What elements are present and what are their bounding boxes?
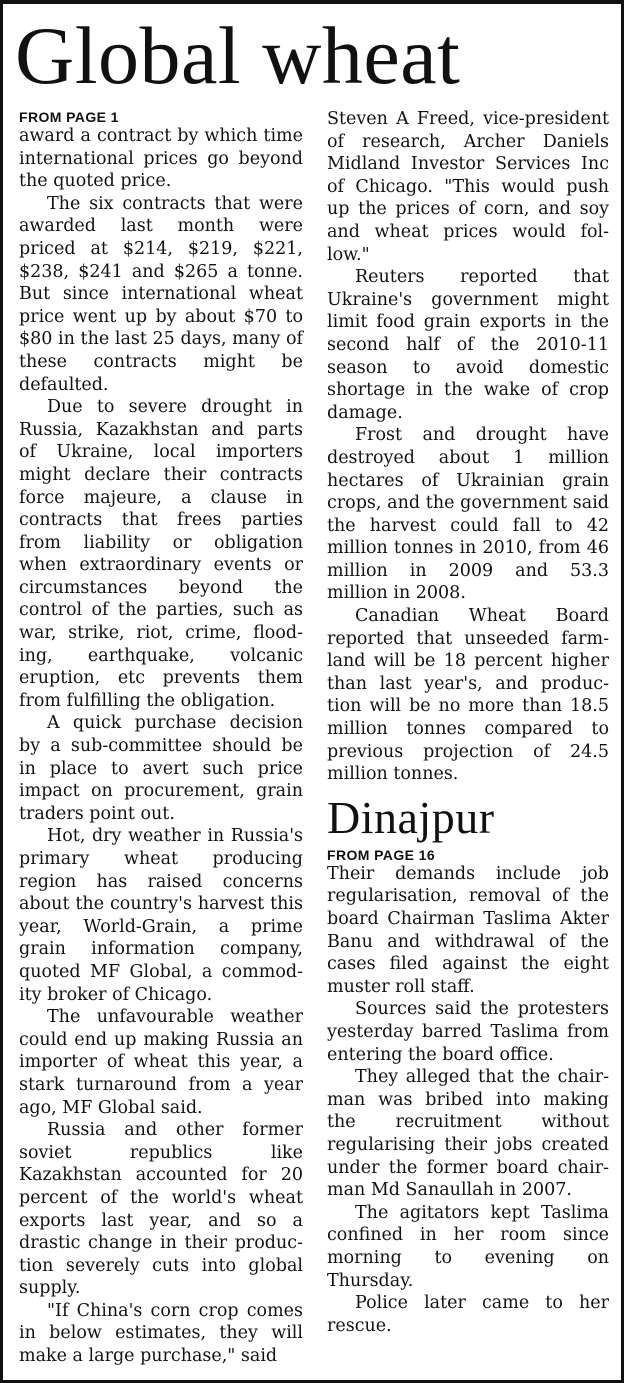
column-right: [327, 108, 609, 1337]
paragraph: They alleged that the chairman was bribed into making the recruitment without regularising their jobs created under the former board chairman Md Sanaullah in 2007.: [327, 1067, 609, 1201]
paragraph: A quick purchase decision by a sub-committee should be in place to avert such price impact on procurement, grain traders point out.: [19, 713, 303, 824]
paragraph: Police later came to her rescue.: [327, 1293, 609, 1336]
top-rule: [3, 0, 621, 4]
paragraph: "If China's corn crop comes in below estimates, they will make a large purchase," said: [19, 1300, 303, 1367]
column-left: [19, 108, 303, 1368]
paragraph: The unfavourable weather could end up making Russia an importer of wheat this year, a stark turnaround from a year ago, MF Global said.: [19, 1007, 303, 1118]
kicker-from-page-1: FROM PAGE 1: [19, 109, 119, 125]
paragraph: award a contract by which time international prices go beyond the quoted price.: [19, 126, 303, 192]
paragraph: Sources said the protesters yesterday barred Taslima from entering the board office.: [327, 999, 609, 1065]
kicker-from-page-16: FROM PAGE 16: [327, 846, 436, 863]
paragraph: Due to severe drought in Russia, Kazakhstan and parts of Ukraine, local importers might declare their contracts force majeure, a clause in contracts that frees parties from liability or obligation when extraordinary events or circumstances beyond the control of the parties, such as war, strike, riot, crime, flooding, earthquake, volcanic eruption, etc prevents them from fulfilling the obligation.: [19, 397, 303, 711]
paragraph: Russia and other former soviet republics like Kazakhstan accounted for 20 percent of the world's wheat exports last year, and so a drastic change in their production severely cuts into global supply.: [19, 1120, 303, 1299]
paragraph: Hot, dry weather in Russia's primary wheat producing region has raised concerns about the country's harvest this year, World-Grain, a prime grain information company, quoted MF Global, a commodity broker of Chicago.: [19, 826, 303, 1005]
subhead-dinajpur: Dinajpur: [327, 791, 495, 843]
paragraph: Canadian Wheat Board reported that unseeded farmland will be 18 percent higher than last year's, and production will be no more than 18.5 million tonnes compared to previous projection of 24.5 million tonnes.: [327, 606, 609, 785]
paragraph: Steven A Freed, vice-president of research, Archer Daniels Midland Investor Services Inc of Chicago. "This would push up the prices of corn, and soy and wheat prices would follow.": [327, 109, 609, 265]
paragraph: The agitators kept Taslima confined in her room since morning to evening on Thursday.: [327, 1202, 609, 1291]
paragraph: Reuters reported that Ukraine's government might limit food grain exports in the second half of the 2010-11 season to avoid domestic shortage in the wake of crop damage.: [327, 267, 609, 423]
paragraph: Frost and drought have destroyed about 1 million hectares of Ukrainian grain crops, and the government said the harvest could fall to 42 million tonnes in 2010, from 46 million in 2009 and 53.3 million in 2008.: [327, 425, 609, 604]
headline: Global wheat: [15, 10, 461, 101]
paragraph: The six contracts that were awarded last month were priced at $214, $219, $221, $238, $241 and $265 a tonne. But since international wheat price went up by about $70 to $80 in the last 25 days, many of these contracts might be defaulted.: [19, 193, 303, 395]
paragraph: Their demands include job regularisation, removal of the board Chairman Taslima Akter Banu and withdrawal of the cases filed against the eight muster roll staff.: [327, 863, 609, 997]
